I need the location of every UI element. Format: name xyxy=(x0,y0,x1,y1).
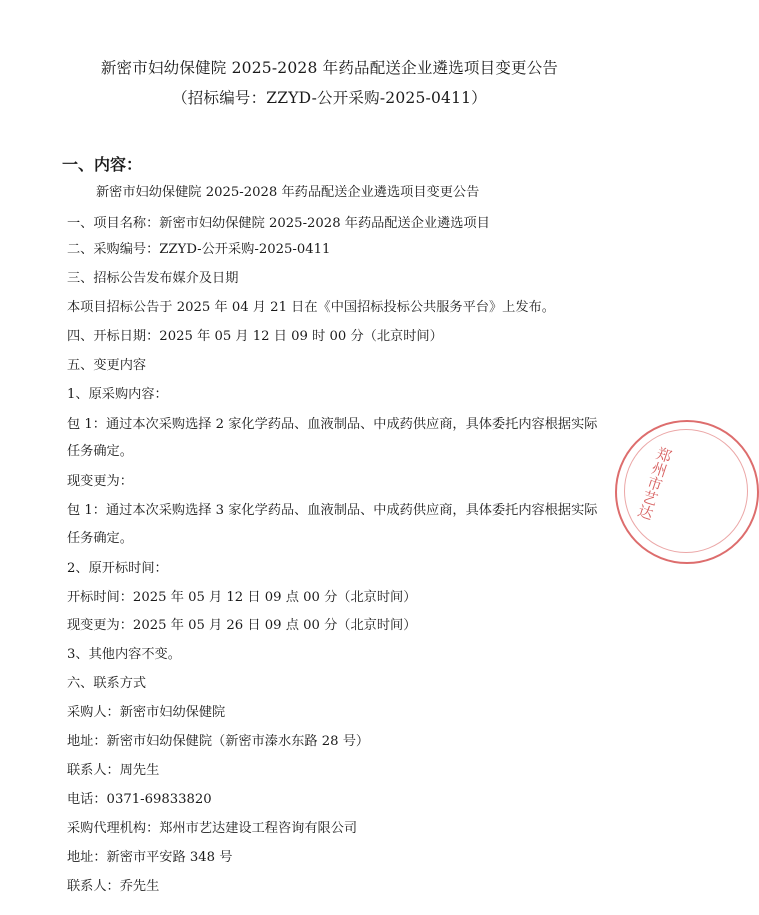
body-line: 联系人：周先生 xyxy=(67,763,160,778)
body-line: 3、其他内容不变。 xyxy=(67,647,181,662)
body-line: 地址：新密市平安路 348 号 xyxy=(67,850,233,865)
document-title: 新密市妇幼保健院 2025-2028 年药品配送企业遴选项目变更公告 xyxy=(100,59,559,77)
section-heading-content: 一、内容： xyxy=(62,155,143,174)
body-line: 任务确定。 xyxy=(67,444,133,459)
body-line: 二、采购编号：ZZYD-公开采购-2025-0411 xyxy=(67,242,331,257)
body-line: 采购人：新密市妇幼保健院 xyxy=(67,705,226,720)
body-line: 本项目招标公告于 2025 年 04 月 21 日在《中国招标投标公共服务平台》上发布。 xyxy=(67,300,555,315)
body-line: 四、开标日期：2025 年 05 月 12 日 09 时 00 分（北京时间） xyxy=(67,329,443,344)
body-line: 电话：0371-69833820 xyxy=(67,792,212,807)
body-line: 五、变更内容 xyxy=(67,358,147,373)
body-line: 任务确定。 xyxy=(67,531,133,546)
seal-text: 郑州市艺达 xyxy=(634,444,675,522)
body-line: 采购代理机构：郑州市艺达建设工程咨询有限公司 xyxy=(67,821,358,836)
body-line: 现变更为：2025 年 05 月 26 日 09 点 00 分（北京时间） xyxy=(67,618,417,633)
tender-number: （招标编号：ZZYD-公开采购-2025-0411） xyxy=(172,89,487,107)
body-line: 新密市妇幼保健院 2025-2028 年药品配送企业遴选项目变更公告 xyxy=(96,185,480,200)
body-line: 1、原采购内容： xyxy=(67,387,168,402)
body-line: 地址：新密市妇幼保健院（新密市溱水东路 28 号） xyxy=(67,734,370,749)
body-line: 包 1：通过本次采购选择 2 家化学药品、血液制品、中成药供应商，具体委托内容根据实际 xyxy=(67,417,598,432)
body-line: 2、原开标时间： xyxy=(67,561,168,576)
body-line: 三、招标公告发布媒介及日期 xyxy=(67,271,239,286)
body-line: 现变更为： xyxy=(67,474,133,489)
body-line: 一、项目名称：新密市妇幼保健院 2025-2028 年药品配送企业遴选项目 xyxy=(67,216,490,231)
body-line: 联系人：乔先生 xyxy=(67,879,160,894)
body-line: 包 1：通过本次采购选择 3 家化学药品、血液制品、中成药供应商，具体委托内容根据实际 xyxy=(67,503,598,518)
body-line: 开标时间：2025 年 05 月 12 日 09 点 00 分（北京时间） xyxy=(67,590,417,605)
body-line: 六、联系方式 xyxy=(67,676,147,691)
official-seal xyxy=(615,420,759,564)
